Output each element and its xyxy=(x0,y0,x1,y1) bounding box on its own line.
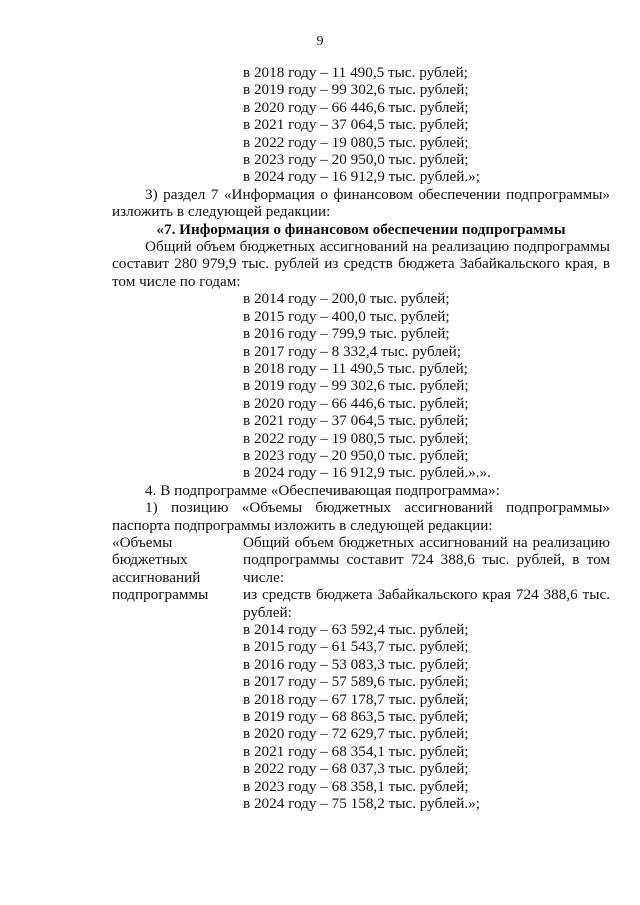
list-item: в 2024 году – 16 912,9 тыс. рублей.»; xyxy=(243,168,480,186)
list-item: в 2018 году – 67 178,7 тыс. рублей; xyxy=(243,690,469,708)
list-item: в 2017 году – 57 589,6 тыс. рублей; xyxy=(243,673,469,691)
list-item: в 2021 году – 37 064,5 тыс. рублей; xyxy=(243,116,469,134)
list-item: в 2014 году – 200,0 тыс. рублей; xyxy=(243,290,450,308)
list-item: в 2023 году – 20 950,0 тыс. рублей; xyxy=(243,446,469,464)
list-item: в 2020 году – 72 629,7 тыс. рублей; xyxy=(243,725,469,743)
table-left-line: подпрограммы xyxy=(112,586,209,604)
paragraph-total-budget: Общий объем бюджетных ассигнований на реализацию подпрограммы составит 280 979,9 тыс. рублей из средств бюджета Забайкальского края, в том числе по годам: xyxy=(112,238,610,290)
list-item: в 2022 году – 19 080,5 тыс. рублей; xyxy=(243,429,469,447)
first-year-list xyxy=(112,64,610,186)
list-item: в 2015 году – 61 543,7 тыс. рублей; xyxy=(243,638,469,656)
table-left-line: ассигнований xyxy=(112,568,201,586)
list-item: в 2019 году – 99 302,6 тыс. рублей; xyxy=(243,81,469,99)
paragraph-subprogram4: 4. В подпрограмме «Обеспечивающая подпрограмма»: xyxy=(145,481,500,499)
list-item: в 2016 году – 799,9 тыс. рублей; xyxy=(243,325,450,343)
list-item: в 2018 году – 11 490,5 тыс. рублей; xyxy=(243,64,469,81)
table-right-column xyxy=(243,534,610,813)
list-item: в 2021 году – 68 354,1 тыс. рублей; xyxy=(243,742,469,760)
list-item: в 2014 году – 63 592,4 тыс. рублей; xyxy=(243,621,469,638)
table-left-column xyxy=(112,534,243,813)
list-item: в 2022 году – 19 080,5 тыс. рублей; xyxy=(243,133,469,151)
list-item: в 2017 году – 8 332,4 тыс. рублей; xyxy=(243,342,461,360)
passport-table xyxy=(112,534,610,813)
second-year-list xyxy=(112,290,610,481)
list-item: в 2021 году – 37 064,5 тыс. рублей; xyxy=(243,412,469,430)
table-left-line: бюджетных xyxy=(112,551,188,569)
list-item: в 2016 году – 53 083,3 тыс. рублей; xyxy=(243,655,469,673)
list-item: в 2022 году – 68 037,3 тыс. рублей; xyxy=(243,760,469,778)
table-left-line: «Объемы xyxy=(112,533,173,551)
list-item: в 2024 году – 75 158,2 тыс. рублей.»; xyxy=(243,795,480,813)
section7-heading: «7. Информация о финансовом обеспечении подпрограммы xyxy=(156,220,566,238)
page-number: 9 xyxy=(316,34,324,49)
list-item: в 2024 году – 16 912,9 тыс. рублей.».». xyxy=(243,464,491,482)
list-item: в 2015 году – 400,0 тыс. рублей; xyxy=(243,307,450,325)
list-item: в 2020 году – 66 446,6 тыс. рублей; xyxy=(243,98,469,116)
table-right-budget: из средств бюджета Забайкальского края 724 388,6 тыс. рублей: xyxy=(243,586,610,621)
document-body xyxy=(112,64,610,812)
paragraph-position1: 1) позицию «Объемы бюджетных ассигнований подпрограммы» паспорта подпрограммы изложить в следующей редакции: xyxy=(112,499,610,534)
paragraph-section7: 3) раздел 7 «Информация о финансовом обеспечении подпрограммы» изложить в следующей редакции: xyxy=(112,185,610,221)
list-item: в 2020 году – 66 446,6 тыс. рублей; xyxy=(243,394,469,412)
table-right-intro: Общий объем бюджетных ассигнований на реализацию подпрограммы составит 724 388,6 тыс. рублей, в том числе: xyxy=(243,533,610,586)
list-item: в 2019 году – 99 302,6 тыс. рублей; xyxy=(243,377,469,395)
list-item: в 2023 году – 68 358,1 тыс. рублей; xyxy=(243,777,469,795)
list-item: в 2018 году – 11 490,5 тыс. рублей; xyxy=(243,359,469,377)
list-item: в 2023 году – 20 950,0 тыс. рублей; xyxy=(243,151,469,169)
list-item: в 2019 году – 68 863,5 тыс. рублей; xyxy=(243,708,469,726)
